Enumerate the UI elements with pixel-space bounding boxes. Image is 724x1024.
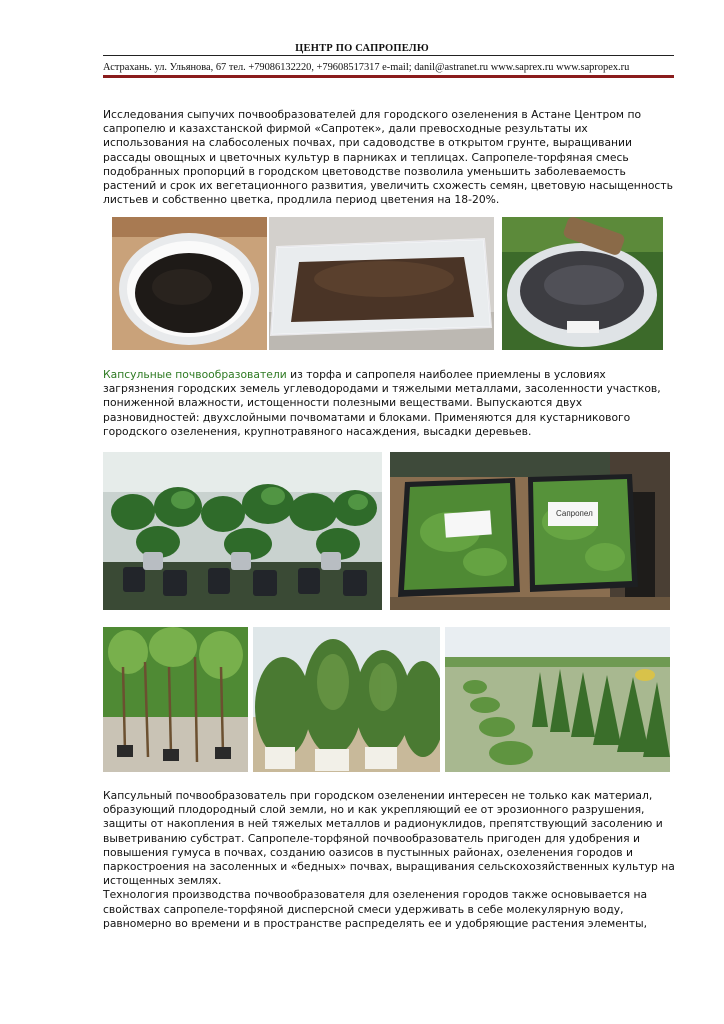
- photo-potted-seedlings: [103, 452, 382, 610]
- document-title: ЦЕНТР ПО САПРОПЕЛЮ: [295, 43, 429, 54]
- photo-young-trees: [103, 627, 248, 772]
- paragraph-capsule-formers: [103, 368, 675, 439]
- photo-thuja-rows: [445, 627, 670, 772]
- highlighted-term: Капсульные почвообразователи: [103, 368, 287, 381]
- photo-potted-conifers: [253, 627, 440, 772]
- paragraph-capsule-benefits: Капсульный почвообразователь при городском озеленении интересен не только как материал, образующий плодородный слой земли, но и как укрепляющий ее от эрозионного разрушения, защиты от накопления в ней тяжелых металлов и радионуклидов, препятствующий засолению и выветриванию субстрат. Сапропеле-торфяной почвообразователь пригоден для удобрения и повышения гумуса в почвах, созданию оазисов в пустынных районах, озеленения городов и паркостроения на засоленных и «бедных» почвах, выращивания сельскохозяйственных культур на истощенных землях.: [103, 789, 675, 888]
- photo-soil-bowl-black: [112, 217, 267, 350]
- tray-sign-label: Сапропел: [556, 509, 593, 518]
- header-rule: [103, 75, 674, 78]
- photo-soil-bowl-grey: [502, 217, 663, 350]
- paragraph-technology: Технология производства почвообразователя для озеленения городов также основывается на свойствах сапропеле-торфяной дисперсной смеси удерживать в себе молекулярную воду, равномерно во времени и в пространстве распределять ее и удобряющие растения элементы,: [103, 888, 648, 930]
- contact-line: Астрахань. ул. Ульянова, 67 тел. +79086132220, +79608517317 e-mail; danil@astranet.ru www.saprex.ru www.sapropex.ru: [103, 62, 630, 73]
- paragraph-conclusion-block: [103, 789, 675, 931]
- header-divider: [103, 55, 674, 56]
- paragraph-capsule-text: из торфа и сапропеля наиболее приемлены в условиях загрязнения городских земель углеводородами и тяжелыми металлами, засоленности участков, пониженной влажности, истощенности полезными веществами. Выпускаются двух разновидностей: двухслойными почвоматами и блоками. Применяются для кустарникового городского озеленения, крупнотравяного насаждения, высадки деревьев.: [103, 368, 661, 438]
- photo-soil-plastic-tray: [269, 217, 494, 350]
- photo-seedling-trays: [390, 452, 670, 610]
- paragraph-intro: Исследования сыпучих почвообразователей для городского озеленения в Астане Центром по сапропелю и казахстанской фирмой «Сапротек», дали превосходные результаты их использования на слабосоленых почвах, при садоводстве в открытом грунте, выращивании рассады овощных и цветочных культур в парниках и теплицах. Сапропеле-торфяная смесь подобранных пропорций в городском цветоводстве позволила уменьшить заболеваемость растений и срок их вегетационного развития, увеличить схожесть семян, цветовую насыщенность листьев и собственно цветка, продлила период цветения на 18-20%.: [103, 108, 673, 207]
